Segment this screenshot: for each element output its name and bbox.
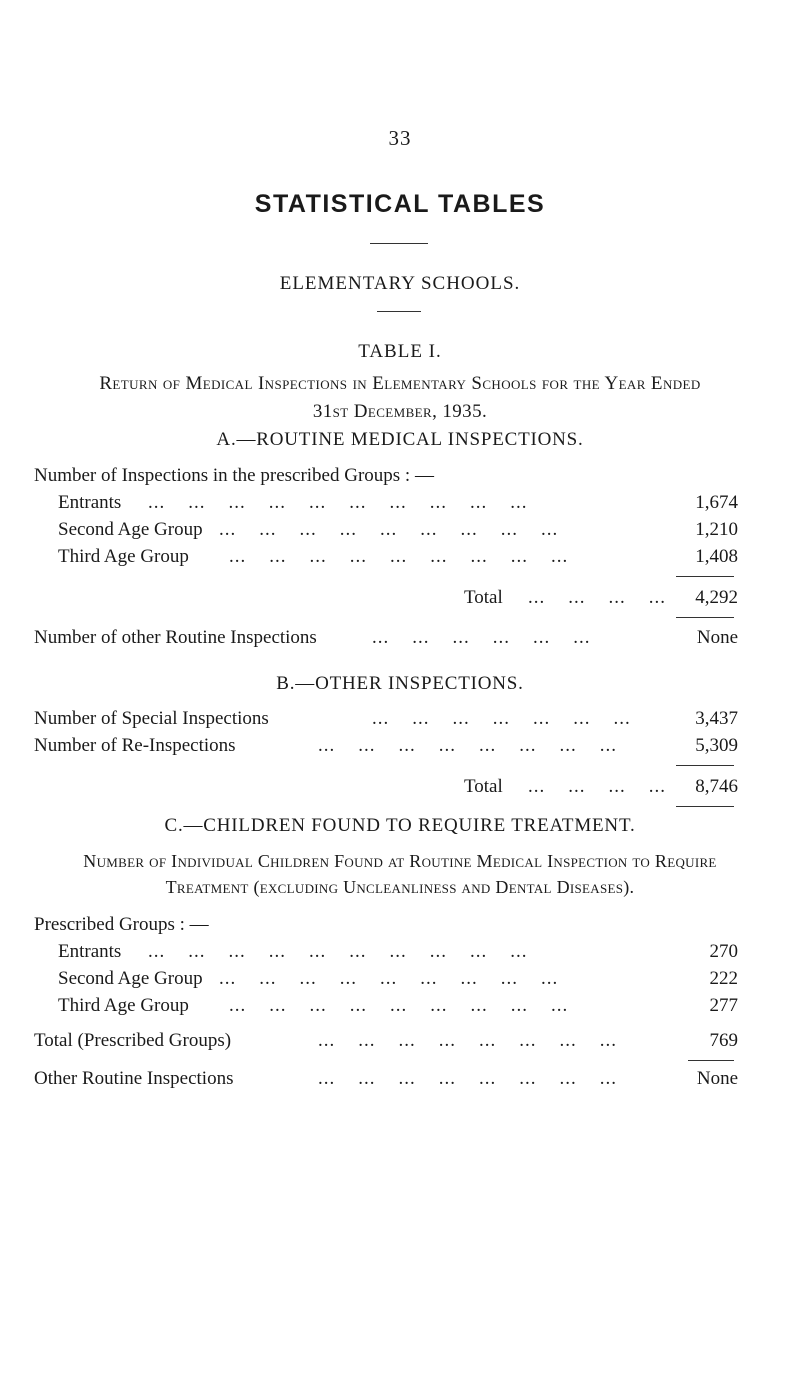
- section-a-heading: A.—ROUTINE MEDICAL INSPECTIONS.: [216, 429, 584, 450]
- subtitle: ELEMENTARY SCHOOLS.: [279, 273, 521, 294]
- title-divider: [370, 243, 428, 244]
- total-value: 4,292: [695, 587, 738, 608]
- table-row: [0, 968, 800, 994]
- row-value: 1,210: [695, 519, 738, 540]
- row-label: Entrants: [58, 492, 122, 513]
- row-value: 5,309: [695, 735, 738, 756]
- table-row: [0, 492, 800, 518]
- table-row: [0, 995, 800, 1021]
- table-row: [0, 627, 800, 653]
- leader-dots: ... ... ... ... ... ... ... ...: [318, 1068, 617, 1089]
- leader-dots: ... ... ... ... ... ... ... ... ... ...: [148, 941, 528, 962]
- sum-rule: [676, 765, 734, 766]
- section-c-intro: Prescribed Groups : —: [34, 914, 209, 935]
- sum-rule: [676, 576, 734, 577]
- leader-dots: ... ... ... ... ... ... ... ... ... ...: [148, 492, 528, 513]
- section-c-subheading-line1: Number of Individual Children Found at Routine Medical Inspection to Require: [83, 851, 717, 871]
- table-row: [0, 735, 800, 761]
- section-a-intro: Number of Inspections in the prescribed Groups : —: [34, 465, 434, 486]
- section-a-intro-row: [0, 465, 800, 491]
- table-row: [0, 546, 800, 572]
- leader-dots: ... ... ... ... ... ... ...: [372, 708, 631, 729]
- return-heading-line2: 31st December, 1935.: [312, 401, 488, 422]
- sum-rule: [688, 1060, 734, 1061]
- section-c-heading: C.—CHILDREN FOUND TO REQUIRE TREATMENT.: [164, 815, 636, 836]
- row-label: Entrants: [58, 941, 122, 962]
- table-row: [0, 708, 800, 734]
- leader-dots: ... ... ... ... ... ... ... ...: [318, 735, 617, 756]
- section-c-intro-row: [0, 914, 800, 940]
- row-label: Other Routine Inspections: [34, 1068, 234, 1089]
- row-value: 1,674: [695, 492, 738, 513]
- leader-dots: ... ... ... ... ... ... ... ... ...: [219, 519, 559, 540]
- leader-dots: ... ... ... ...: [528, 587, 666, 608]
- row-label: Second Age Group: [58, 968, 203, 989]
- page-number: 33: [388, 126, 412, 150]
- return-heading-line1: Return of Medical Inspections in Elementary Schools for the Year Ended: [99, 373, 701, 394]
- row-value: 3,437: [695, 708, 738, 729]
- leader-dots: ... ... ... ... ... ... ... ... ...: [219, 968, 559, 989]
- subtitle-divider: [377, 311, 421, 312]
- row-label: Number of Special Inspections: [34, 708, 269, 729]
- total-label: Total (Prescribed Groups): [34, 1030, 232, 1051]
- row-value: None: [696, 1068, 738, 1089]
- leader-dots: ... ... ... ... ... ... ... ... ...: [229, 995, 569, 1016]
- row-label: Number of other Routine Inspections: [34, 627, 317, 648]
- total-label: Total: [464, 587, 503, 608]
- row-value: 222: [709, 968, 738, 989]
- row-label: Number of Re-Inspections: [34, 735, 236, 756]
- row-value: 270: [709, 941, 738, 962]
- row-value: None: [696, 627, 738, 648]
- total-row: [0, 1030, 800, 1056]
- main-title: STATISTICAL TABLES: [254, 190, 546, 218]
- total-row: [0, 587, 800, 613]
- row-value: 277: [709, 995, 738, 1016]
- sum-rule: [676, 806, 734, 807]
- total-value: 769: [709, 1030, 738, 1051]
- table-row: [0, 941, 800, 967]
- table-title: TABLE I.: [358, 341, 442, 362]
- row-label: Third Age Group: [58, 546, 189, 567]
- total-label: Total: [464, 776, 503, 797]
- section-b-heading: B.—OTHER INSPECTIONS.: [276, 673, 524, 694]
- row-label: Third Age Group: [58, 995, 189, 1016]
- row-value: 1,408: [695, 546, 738, 567]
- sum-rule: [676, 617, 734, 618]
- leader-dots: ... ... ... ... ... ... ... ...: [318, 1030, 617, 1051]
- total-row: [0, 776, 800, 802]
- section-c-subheading-line2: Treatment (excluding Uncleanliness and Dental Diseases).: [165, 877, 635, 897]
- table-row: [0, 519, 800, 545]
- row-label: Second Age Group: [58, 519, 203, 540]
- table-row: [0, 1068, 800, 1094]
- leader-dots: ... ... ... ... ... ...: [372, 627, 591, 648]
- leader-dots: ... ... ... ...: [528, 776, 666, 797]
- total-value: 8,746: [695, 776, 738, 797]
- leader-dots: ... ... ... ... ... ... ... ... ...: [229, 546, 569, 567]
